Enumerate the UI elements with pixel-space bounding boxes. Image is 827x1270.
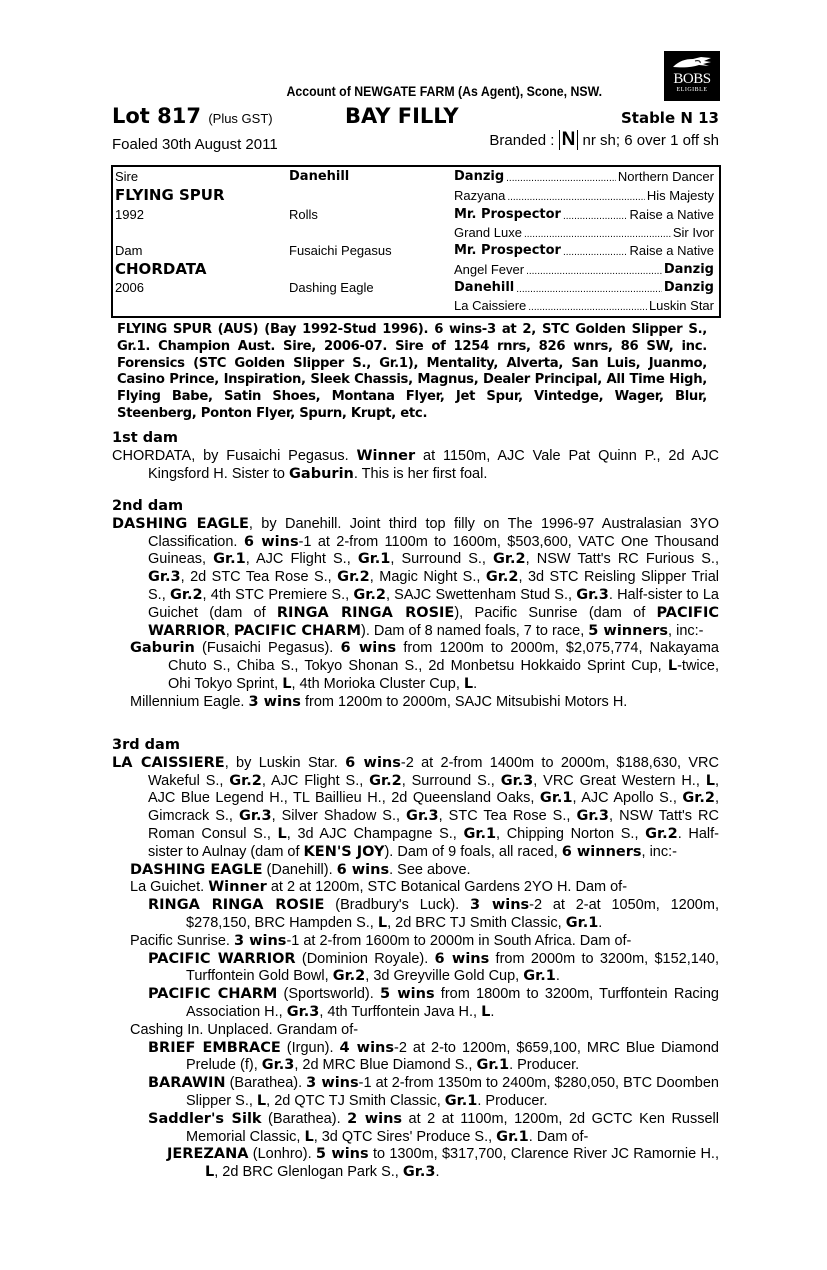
granddam-maternal: Dashing Eagle bbox=[289, 280, 374, 295]
bold-run: Gr.2 bbox=[493, 551, 526, 568]
brand-info bbox=[489, 130, 719, 150]
ggp-row bbox=[454, 225, 714, 243]
bold-run: Gr.2 bbox=[485, 569, 519, 586]
bobs-eligible-logo bbox=[664, 51, 720, 101]
section-heading: 2nd dam bbox=[112, 498, 184, 514]
bold-run: PACIFIC CHARM bbox=[148, 986, 278, 1003]
ggp-row bbox=[454, 243, 714, 261]
bold-run: Gr.2 bbox=[353, 586, 386, 603]
bold-run: 6 winners bbox=[561, 843, 642, 860]
bold-run: RINGA RINGA ROSIE bbox=[276, 604, 455, 621]
lot-line bbox=[112, 104, 719, 130]
ggp-name: Angel Fever bbox=[454, 262, 525, 277]
leader-dots bbox=[516, 280, 662, 298]
produce-entry: BARAWIN (Barathea). 3 wins-1 at 2-from 1350m to 2400m, $280,050, BTC Doomben Slipper S., L, 2d QTC TJ Smith Classic, Gr.1. Producer. bbox=[148, 1075, 719, 1109]
bold-run: Gaburin bbox=[130, 640, 195, 657]
bold-run: PACIFIC WARRIOR bbox=[148, 604, 719, 639]
third-dam-paras bbox=[112, 755, 719, 1182]
stable-number: Stable N 13 bbox=[620, 109, 719, 127]
bold-run: Gr.1 bbox=[463, 825, 497, 842]
bold-run: Gr.1 bbox=[496, 1128, 529, 1145]
bold-run: Winner bbox=[208, 879, 267, 896]
ggp-row bbox=[454, 298, 714, 316]
lot-sex: BAY FILLY bbox=[345, 104, 459, 128]
ggp-sire: Raise a Native bbox=[629, 207, 714, 222]
bold-run: Gr.2 bbox=[337, 569, 370, 586]
ggp-sire: Danzig bbox=[663, 262, 714, 277]
produce-entry: JEREZANA (Lonhro). 5 wins to 1300m, $317,700, Clarence River JC Ramornie H., L, 2d BRC Glenlogan Park S., Gr.3. bbox=[167, 1146, 719, 1181]
bold-run: JEREZANA bbox=[167, 1146, 249, 1163]
second-dam-section bbox=[112, 498, 719, 712]
bold-run: 4 wins bbox=[339, 1039, 394, 1056]
granddam-paternal: Rolls bbox=[289, 207, 318, 222]
bold-run: Gr.2 bbox=[645, 825, 678, 842]
bold-run: 6 wins bbox=[243, 533, 299, 550]
leader-dots bbox=[506, 169, 616, 187]
bold-run: LA CAISSIERE bbox=[112, 754, 225, 771]
ggp-sire: Northern Dancer bbox=[617, 169, 714, 184]
leader-dots bbox=[524, 225, 671, 243]
bold-run: 6 wins bbox=[336, 861, 390, 878]
sire-summary: FLYING SPUR (AUS) (Bay 1992-Stud 1996). 6 wins-3 at 2, STC Golden Slipper S., Gr.1. Champion Aust. Sire, 2006-07. Sire of 1254 rnrs, 826 wnrs, 86 SW, inc. Forensics (STC Golden Slipper S., Gr.1), Mentality, Alverta, San Luis, Juanmo, Casino Prince, Inspiration, Sleek Chassis, Magnus, Dealer Principal, All Time High, Flying Babe, Satin Shoes, Montana Flyer, Jet Spur, Vintedge, Wager, Blur, Steenberg, Ponton Flyer, Spurn, Krupt, etc. bbox=[117, 322, 707, 421]
dam-name: CHORDATA bbox=[115, 260, 207, 278]
bold-run: Gr.3 bbox=[500, 772, 534, 789]
bold-run: RINGA RINGA ROSIE bbox=[148, 897, 325, 914]
ggp-sire: Luskin Star bbox=[648, 298, 714, 313]
grandsire-paternal: Danehill bbox=[289, 169, 350, 184]
bold-run: Gr.1 bbox=[523, 968, 556, 985]
ggp-name: Mr. Prospector bbox=[454, 243, 561, 258]
bold-run: L bbox=[256, 1092, 267, 1109]
bold-run: PACIFIC CHARM bbox=[233, 622, 361, 639]
bold-run: Gaburin bbox=[289, 465, 354, 482]
produce-entry: RINGA RINGA ROSIE (Bradbury's Luck). 3 wins-2 at 2-at 1050m, 1200m, $278,150, BRC Hampden S., L, 2d BRC TJ Smith Classic, Gr.1. bbox=[148, 897, 719, 931]
leader-dots bbox=[526, 262, 662, 280]
bold-run: Gr.3 bbox=[402, 1164, 436, 1181]
produce-entry: PACIFIC CHARM (Sportsworld). 5 wins from 1800m to 3200m, Turffontein Racing Association H., Gr.3, 4th Turffontein Java H., L. bbox=[148, 986, 719, 1020]
ggp-row bbox=[454, 207, 714, 225]
produce-entry: DASHING EAGLE (Danehill). 6 wins. See above. bbox=[130, 861, 471, 878]
bold-run: 6 wins bbox=[340, 640, 397, 657]
bold-run: Gr.3 bbox=[238, 808, 272, 825]
bold-run: Gr.2 bbox=[332, 968, 366, 985]
bold-run: L bbox=[277, 825, 287, 842]
lot-number bbox=[112, 104, 273, 128]
bold-run: L bbox=[282, 675, 292, 692]
bold-run: L bbox=[304, 1128, 314, 1145]
bold-run: 2 wins bbox=[347, 1110, 403, 1127]
bold-run: L bbox=[205, 1164, 215, 1181]
bold-run: Gr.1 bbox=[213, 551, 246, 568]
lot-note: (Plus GST) bbox=[208, 111, 273, 126]
bold-run: 3 wins bbox=[248, 693, 301, 710]
produce-entry: PACIFIC WARRIOR (Dominion Royale). 6 wins from 2000m to 3200m, $152,140, Turffontein Gold Bowl, Gr.2, 3d Greyville Gold Cup, Gr.1. bbox=[148, 950, 719, 985]
pedigree-table bbox=[111, 165, 721, 318]
leader-dots bbox=[528, 298, 647, 316]
produce-entry: Cashing In. Unplaced. Grandam of- bbox=[130, 1021, 359, 1038]
ggp-name: Grand Luxe bbox=[454, 225, 522, 240]
bold-run: L bbox=[481, 1003, 491, 1020]
bold-run: KEN'S JOY bbox=[303, 843, 385, 860]
bold-run: PACIFIC WARRIOR bbox=[148, 950, 296, 967]
bold-run: Winner bbox=[356, 447, 416, 464]
ggp-row bbox=[454, 188, 714, 206]
horse-head-icon bbox=[671, 55, 713, 71]
bold-run: Gr.2 bbox=[369, 772, 402, 789]
produce-entry: Pacific Sunrise. 3 wins-1 at 2-from 1600m to 2000m in South Africa. Dam of- bbox=[130, 932, 632, 949]
bold-run: Gr.2 bbox=[229, 772, 262, 789]
bold-run: L bbox=[705, 772, 715, 789]
bold-run: BRIEF EMBRACE bbox=[148, 1039, 281, 1056]
ggp-name: Razyana bbox=[454, 188, 506, 203]
ggp-row bbox=[454, 169, 714, 187]
section-heading: 3rd dam bbox=[112, 737, 180, 753]
ggp-sire: Raise a Native bbox=[629, 243, 714, 258]
bold-run: L bbox=[463, 675, 474, 692]
third-dam-section bbox=[112, 737, 719, 1182]
branded-label: Branded : bbox=[489, 132, 555, 149]
bold-run: Gr.3 bbox=[148, 569, 181, 586]
produce-entry: Millennium Eagle. 3 wins from 1200m to 2000m, SAJC Mitsubishi Motors H. bbox=[130, 693, 628, 710]
bold-run: Gr.1 bbox=[565, 914, 599, 931]
bold-run: BARAWIN bbox=[148, 1075, 226, 1092]
bold-run: Gr.3 bbox=[576, 586, 609, 603]
bold-run: Gr.2 bbox=[682, 790, 715, 807]
foaled-date: Foaled 30th August 2011 bbox=[112, 136, 278, 153]
sire-label: Sire bbox=[115, 169, 139, 184]
bold-run: Gr.3 bbox=[576, 808, 610, 825]
dam-label: Dam bbox=[115, 243, 143, 258]
logo-title: BOBS bbox=[673, 71, 711, 87]
brand-mark: N bbox=[559, 130, 579, 150]
grandsire-maternal: Fusaichi Pegasus bbox=[289, 243, 392, 258]
ggp-name: Mr. Prospector bbox=[454, 207, 561, 222]
first-dam-section bbox=[112, 430, 719, 483]
bold-run: Saddler's Silk bbox=[148, 1110, 262, 1127]
produce-entry: La Guichet. Winner at 2 at 1200m, STC Botanical Gardens 2YO H. Dam of- bbox=[130, 879, 628, 896]
ggp-sire: Danzig bbox=[663, 280, 714, 295]
bold-run: Gr.3 bbox=[286, 1003, 320, 1020]
ggp-sire: His Majesty bbox=[646, 188, 714, 203]
bold-run: Gr.3 bbox=[406, 808, 439, 825]
dam-year: 2006 bbox=[115, 280, 144, 295]
branded-detail: nr sh; 6 over 1 off sh bbox=[582, 132, 719, 149]
sire-year: 1992 bbox=[115, 207, 144, 222]
produce-entry: DASHING EAGLE, by Danehill. Joint third top filly on The 1996-97 Australasian 3YO Classification. 6 wins-1 at 2-from 1100m to 1600m, $503,600, VATC One Thousand Guineas, Gr.1, AJC Flight S., Gr.1, Surround S., Gr.2, NSW Tatt's RC Furious S., Gr.3, 2d STC Tea Rose S., Gr.2, Magic Night S., Gr.2, 3d STC Reisling Slipper Trial S., Gr.2, 4th STC Premiere S., Gr.2, SAJC Swettenham Stud S., Gr.3. Half-sister to La Guichet (dam of RINGA RINGA ROSIE), Pacific Sunrise (dam of PACIFIC WARRIOR, PACIFIC CHARM). Dam of 8 named foals, 7 to race, 5 winners, inc:- bbox=[112, 515, 719, 639]
logo-subtitle: ELIGIBLE bbox=[676, 87, 708, 93]
first-dam-text: CHORDATA, by Fusaichi Pegasus. Winner at 1150m, AJC Vale Pat Quinn P., 2d AJC Kingsford H. Sister to Gaburin. This is her first foal. bbox=[112, 447, 720, 482]
bold-run: Gr.1 bbox=[357, 551, 391, 568]
bold-run: Gr.1 bbox=[444, 1092, 478, 1109]
ggp-name: Danehill bbox=[454, 280, 515, 295]
bold-run: L bbox=[667, 658, 678, 675]
ggp-name: Danzig bbox=[454, 169, 505, 184]
produce-entry: BRIEF EMBRACE (Irgun). 4 wins-2 at 2-to 1200m, $659,100, MRC Blue Diamond Prelude (f), Gr.3, 2d MRC Blue Diamond S., Gr.1. Producer. bbox=[148, 1039, 719, 1074]
bold-run: 3 wins bbox=[306, 1075, 359, 1092]
bold-run: L bbox=[377, 914, 388, 931]
ggp-sire: Sir Ivor bbox=[672, 225, 714, 240]
vendor-account: Account of NEWGATE FARM (As Agent), Scone, NSW. bbox=[286, 83, 602, 99]
bold-run: 5 wins bbox=[379, 986, 435, 1003]
lot-label: Lot 817 bbox=[112, 104, 201, 128]
bold-run: Gr.3 bbox=[261, 1057, 295, 1074]
leader-dots bbox=[563, 243, 628, 261]
bold-run: 6 wins bbox=[434, 950, 490, 967]
bold-run: 6 wins bbox=[345, 754, 401, 771]
bold-run: Gr.2 bbox=[169, 586, 203, 603]
sire-name: FLYING SPUR bbox=[115, 186, 225, 204]
bold-run: Gr.1 bbox=[539, 790, 573, 807]
bold-run: DASHING EAGLE bbox=[112, 515, 249, 532]
section-heading: 1st dam bbox=[112, 430, 178, 446]
produce-entry: LA CAISSIERE, by Luskin Star. 6 wins-2 at 2-from 1400m to 2000m, $188,630, VRC Wakeful S., Gr.2, AJC Flight S., Gr.2, Surround S., Gr.3, VRC Great Western H., L, AJC Blue Legend H., TL Baillieu H., 2d Queensland Oaks, Gr.1, AJC Apollo S., Gr.2, Gimcrack S., Gr.3, Silver Shadow S., Gr.3, STC Tea Rose S., Gr.3, NSW Tatt's RC Roman Consul S., L, 3d AJC Champagne S., Gr.1, Chipping Norton S., Gr.2. Half-sister to Aulnay (dam of KEN'S JOY). Dam of 9 foals, all raced, 6 winners, inc:- bbox=[112, 754, 719, 860]
bold-run: 5 winners bbox=[588, 622, 669, 639]
produce-entry: Gaburin (Fusaichi Pegasus). 6 wins from 1200m to 2000m, $2,075,774, Nakayama Chuto S., Chiba S., Tokyo Shonan S., 2d Monbetsu Hokkaido Sprint Cup, L-twice, Ohi Tokyo Sprint, L, 4th Morioka Cluster Cup, L. bbox=[130, 640, 719, 692]
bold-run: 3 wins bbox=[469, 897, 530, 914]
leader-dots bbox=[507, 188, 645, 206]
bold-run: 5 wins bbox=[315, 1146, 369, 1163]
leader-dots bbox=[563, 207, 628, 225]
bold-run: 3 wins bbox=[233, 932, 287, 949]
ggp-row bbox=[454, 280, 714, 298]
produce-entry: Saddler's Silk (Barathea). 2 wins at 2 at 1100m, 1200m, 2d GCTC Ken Russell Memorial Classic, L, 3d QTC Sires' Produce S., Gr.1. Dam of- bbox=[148, 1110, 719, 1145]
second-dam-paras bbox=[112, 516, 719, 712]
ggp-row bbox=[454, 262, 714, 280]
ggp-name: La Caissiere bbox=[454, 298, 527, 313]
bold-run: Gr.1 bbox=[476, 1057, 510, 1074]
bold-run: DASHING EAGLE bbox=[130, 861, 263, 878]
